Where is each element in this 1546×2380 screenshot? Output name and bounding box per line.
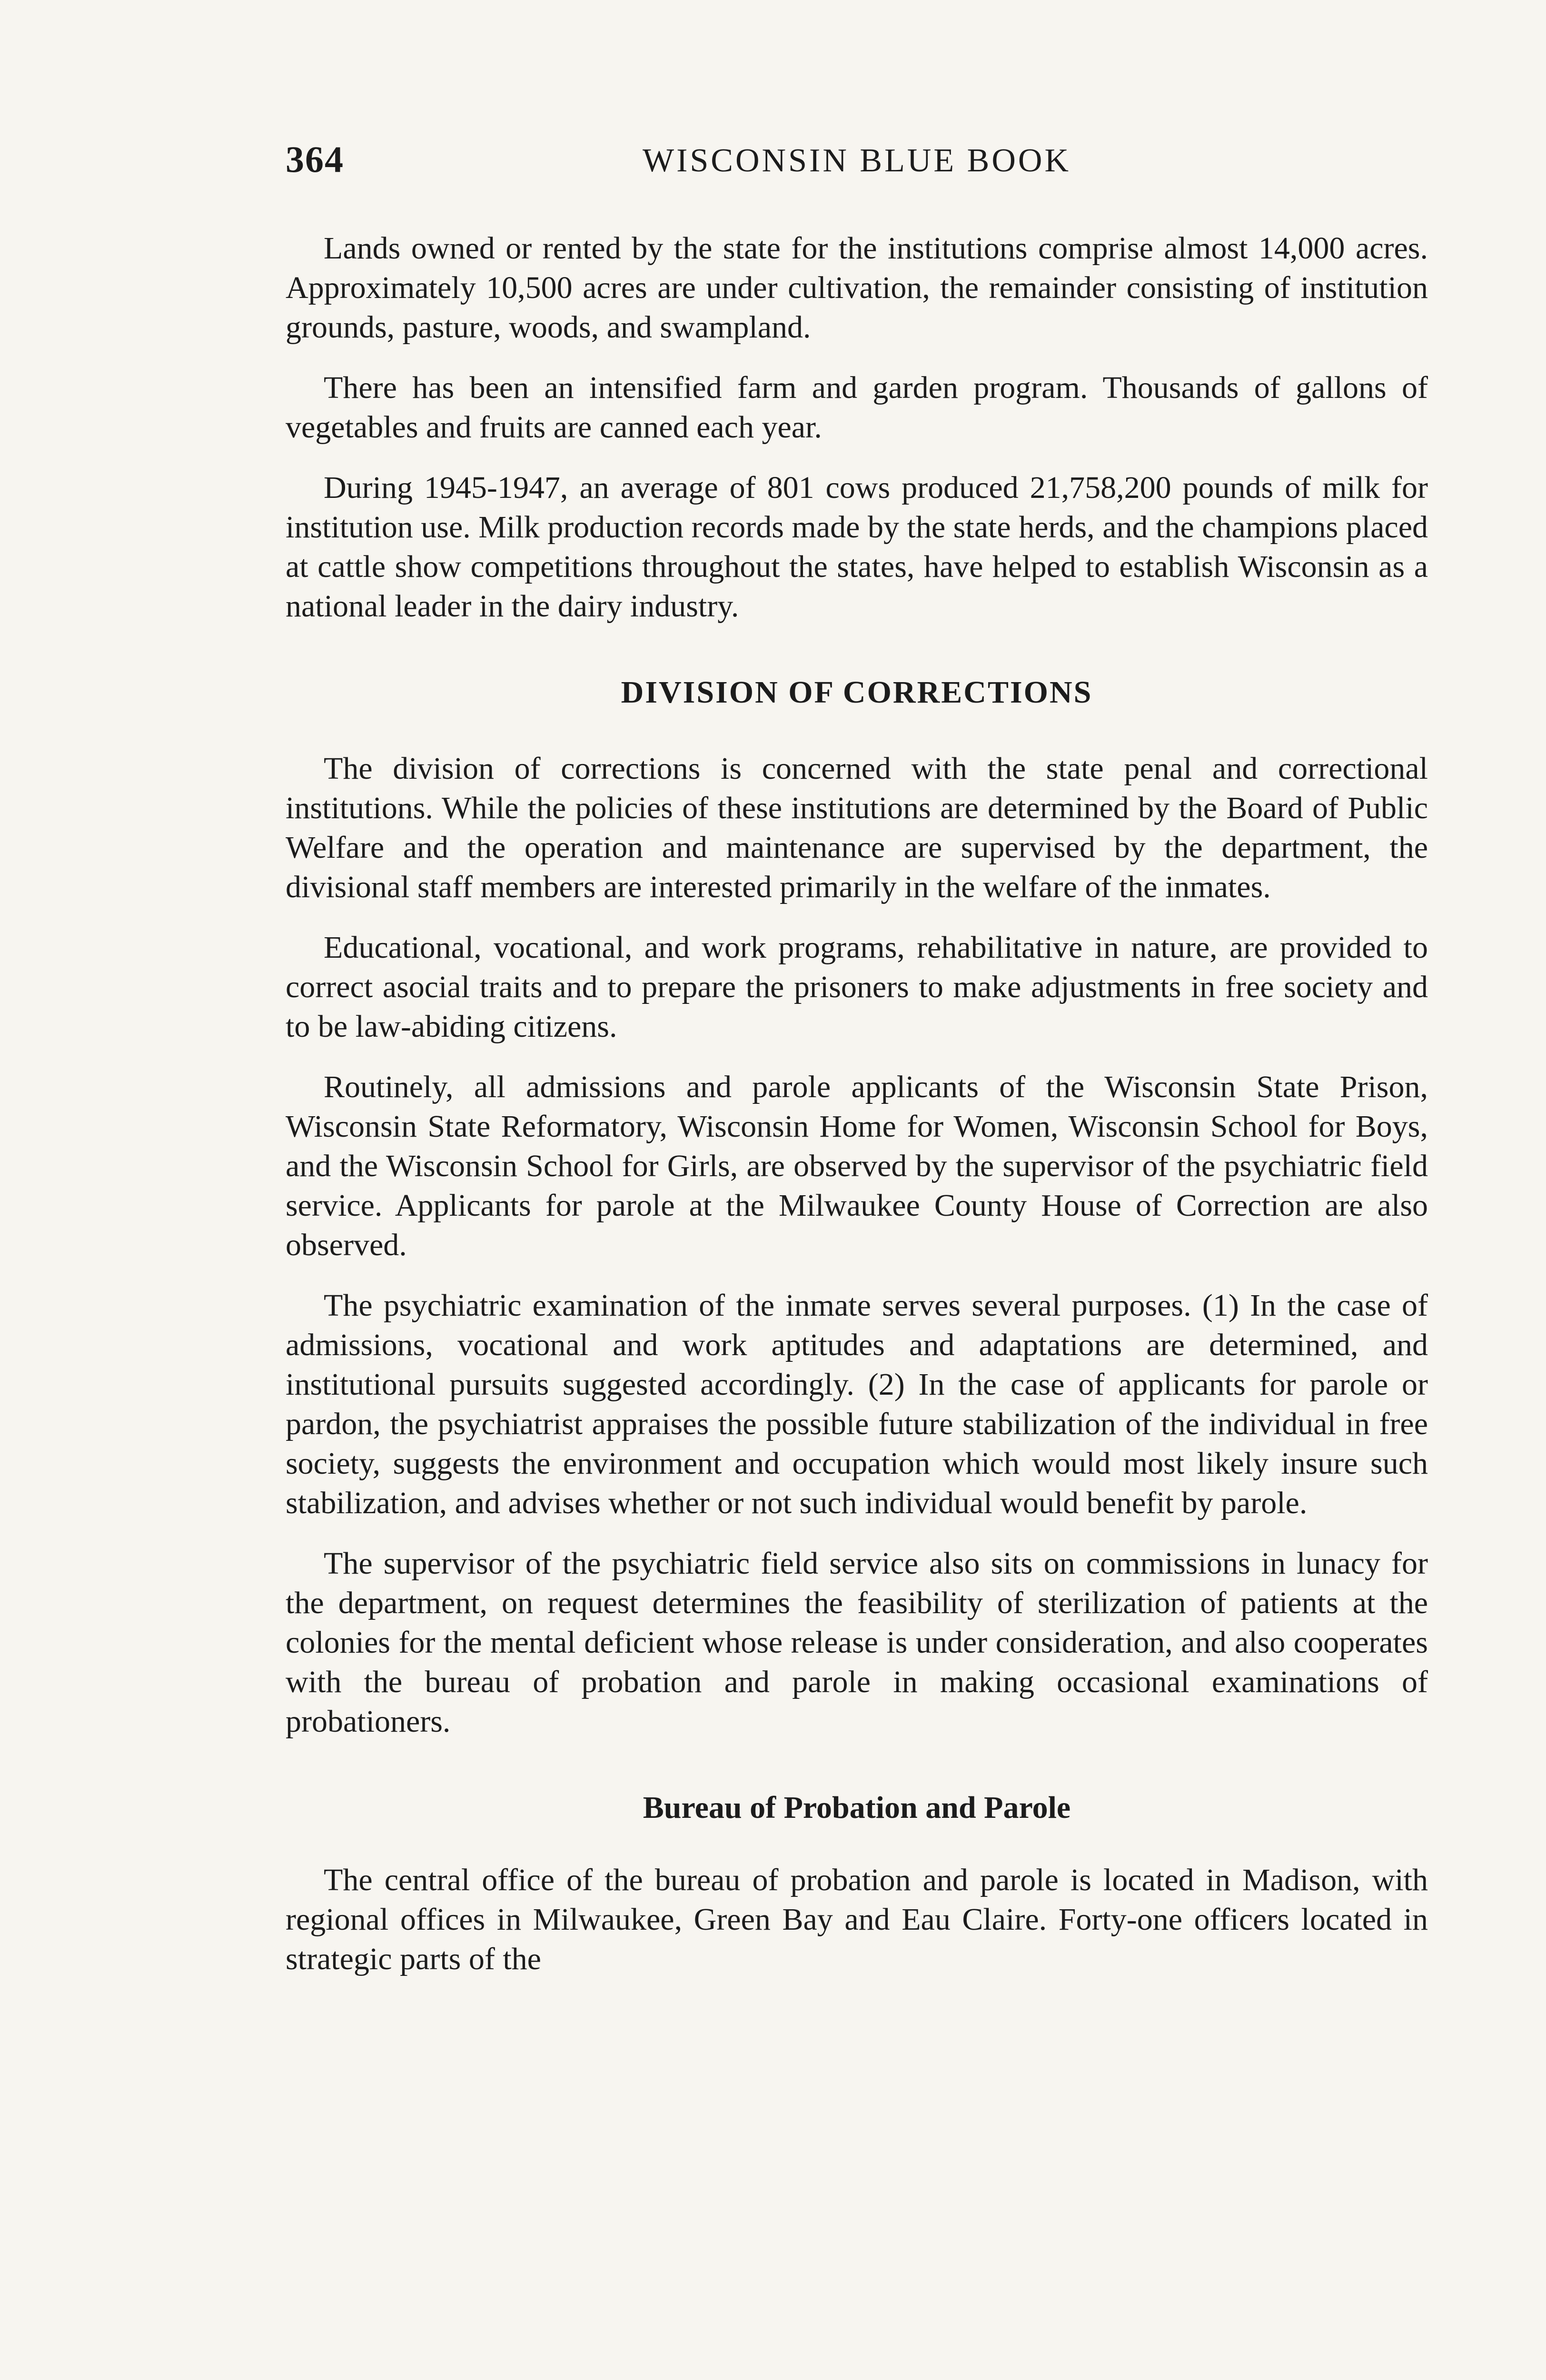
paragraph-dairy: During 1945-1947, an average of 801 cows produced 21,758,200 pounds of milk for institution use. Milk production records made by the state herds, and the champions placed at cattle show competitions throughout the states, have helped to establish Wisconsin as a national leader in the dairy industry.	[286, 470, 1428, 624]
paragraph-corrections-overview: The division of corrections is concerned with the state penal and correctional institutions. While the policies of these institutions are determined by the Board of Public Welfare and the operation and maintenance are supervised by the department, the divisional staff members are interested primarily in the welfare of the inmates.	[286, 751, 1428, 904]
paragraph-admissions: Routinely, all admissions and parole applicants of the Wisconsin State Prison, Wisconsin State Reformatory, Wisconsin Home for Women, Wisconsin School for Boys, and the Wisconsin School for Girls, are observed by the supervisor of the psychiatric field service. Applicants for parole at the Milwaukee County House of Correction are also observed.	[286, 1070, 1428, 1262]
heading-bureau-probation-parole: Bureau of Probation and Parole	[643, 1790, 1071, 1825]
page-body	[286, 228, 1428, 1979]
paragraph-farm-program: There has been an intensified farm and garden program. Thousands of gallons of vegetables and fruits are canned each year.	[286, 370, 1428, 445]
paragraph-programs: Educational, vocational, and work programs, rehabilitative in nature, are provided to correct asocial traits and to prepare the prisoners to make adjustments in free society and to be law-abiding citizens.	[286, 930, 1428, 1044]
page-header	[286, 138, 1428, 195]
paragraph-psychiatric-exam: The psychiatric examination of the inmate serves several purposes. (1) In the case of admissions, vocational and work aptitudes and adaptations are determined, and institutional pursuits suggested accordingly. (2) In the case of applicants for parole or pardon, the psychiatrist appraises the possible future stabilization of the individual in free society, suggests the environment and occupation which would most likely insure such stabilization, and advises whether or not such individual would benefit by parole.	[286, 1288, 1428, 1520]
paragraph-lands: Lands owned or rented by the state for the institutions comprise almost 14,000 acres. Approximately 10,500 acres are under cultivation, the remainder consisting of institution grounds, pasture, woods, and swampland.	[286, 231, 1428, 345]
running-title: WISCONSIN BLUE BOOK	[643, 142, 1071, 179]
paragraph-central-office: The central office of the bureau of probation and parole is located in Madison, with regional offices in Milwaukee, Green Bay and Eau Claire. Forty-one officers located in strategic parts of the	[286, 1863, 1428, 1976]
page-number: 364	[286, 139, 344, 180]
heading-division-of-corrections: DIVISION OF CORRECTIONS	[621, 675, 1093, 710]
paragraph-supervisor: The supervisor of the psychiatric field service also sits on commissions in lunacy for the department, on request determines the feasibility of sterilization of patients at the colonies for the mental deficient whose release is under consideration, and also cooperates with the bureau of probation and parole in making occasional examinations of probationers.	[286, 1546, 1428, 1739]
